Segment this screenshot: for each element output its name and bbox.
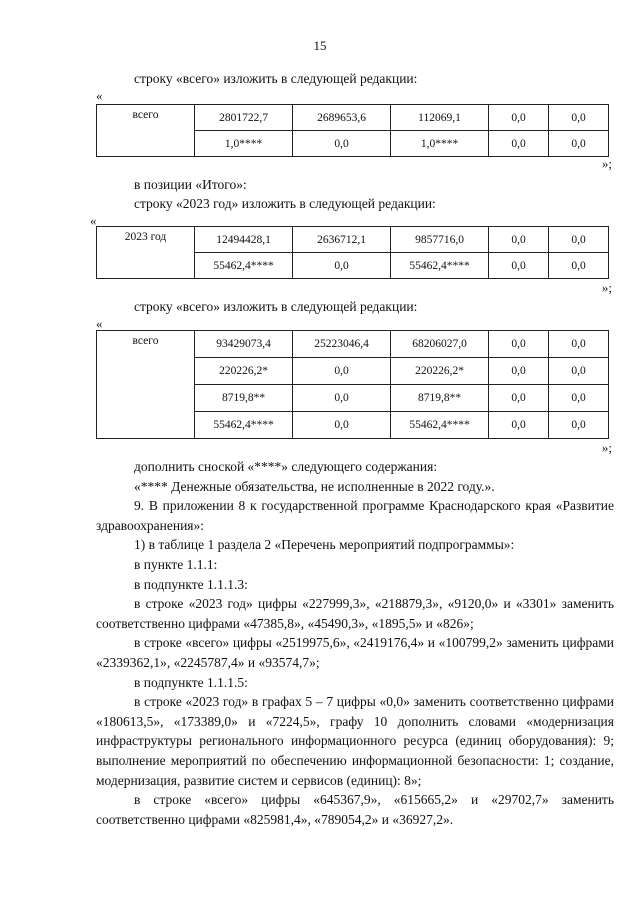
block2-heading: строку «2023 год» изложить в следующей редакции: bbox=[134, 196, 436, 211]
table-cell: 0,0 bbox=[293, 385, 391, 412]
table-cell: 25223046,4 bbox=[293, 331, 391, 358]
table-cell: 0,0 bbox=[293, 131, 391, 157]
table-row bbox=[97, 227, 609, 253]
block1-heading: строку «всего» изложить в следующей редакции: bbox=[134, 71, 418, 86]
table-cell: 2801722,7 bbox=[195, 105, 293, 131]
table-row-label: 2023 год bbox=[97, 227, 195, 279]
table-cell: 0,0 bbox=[293, 412, 391, 439]
block3-close-quote: »; bbox=[601, 440, 612, 455]
table-cell: 0,0 bbox=[489, 105, 549, 131]
table-cell: 55462,4**** bbox=[391, 253, 489, 279]
table-row bbox=[97, 105, 609, 131]
table-cell: 2689653,6 bbox=[293, 105, 391, 131]
table-cell: 1,0**** bbox=[195, 131, 293, 157]
table-cell: 0,0 bbox=[489, 412, 549, 439]
table-cell: 0,0 bbox=[293, 253, 391, 279]
paragraph-row-total: в строке «всего» цифры «2519975,6», «2419176,4» и «100799,2» заменить цифрами «2339362,1», «2245787,4» и «93574,7»; bbox=[96, 635, 614, 670]
table-cell: 0,0 bbox=[549, 227, 609, 253]
table-cell: 0,0 bbox=[489, 385, 549, 412]
table-cell: 2636712,1 bbox=[293, 227, 391, 253]
table-cell: 0,0 bbox=[549, 358, 609, 385]
table-cell: 68206027,0 bbox=[391, 331, 489, 358]
table-cell: 0,0 bbox=[293, 358, 391, 385]
table-cell: 1,0**** bbox=[391, 131, 489, 157]
block1-close-quote: »; bbox=[601, 156, 612, 171]
table-2 bbox=[96, 226, 609, 279]
table-cell: 0,0 bbox=[489, 253, 549, 279]
table-cell: 0,0 bbox=[549, 385, 609, 412]
table-cell: 220226,2* bbox=[195, 358, 293, 385]
paragraph-row-total-2: в строке «всего» цифры «645367,9», «615665,2» и «29702,7» заменить соответственно цифрами «825981,4», «789054,2» и «36927,2». bbox=[96, 792, 614, 827]
block1-open-quote: « bbox=[96, 88, 103, 103]
table-3 bbox=[96, 330, 609, 439]
block2-close-quote: »; bbox=[601, 280, 612, 295]
table-cell: 112069,1 bbox=[391, 105, 489, 131]
table-cell: 55462,4**** bbox=[195, 253, 293, 279]
table-cell: 93429073,4 bbox=[195, 331, 293, 358]
table-cell: 0,0 bbox=[549, 105, 609, 131]
table-cell: 0,0 bbox=[489, 131, 549, 157]
paragraph-row-2023: в строке «2023 год» цифры «227999,3», «218879,3», «9120,0» и «3301» заменить соответственно цифрами «47385,8», «45490,3», «1895,5» и «826»; bbox=[96, 596, 614, 631]
table-cell: 0,0 bbox=[489, 358, 549, 385]
table-cell: 8719,8** bbox=[195, 385, 293, 412]
block2-open-quote: « bbox=[90, 213, 97, 228]
page-number: 15 bbox=[313, 38, 327, 53]
table-cell: 8719,8** bbox=[391, 385, 489, 412]
table-cell: 220226,2* bbox=[391, 358, 489, 385]
table-cell: 0,0 bbox=[549, 253, 609, 279]
table-row-label: всего bbox=[97, 331, 195, 439]
paragraph-footnote-intro: дополнить сноской «****» следующего содержания: bbox=[134, 459, 438, 474]
table-cell: 55462,4**** bbox=[195, 412, 293, 439]
table-row-label: всего bbox=[97, 105, 195, 157]
table-cell: 0,0 bbox=[549, 412, 609, 439]
block3-open-quote: « bbox=[96, 316, 103, 331]
paragraph-item-9: 9. В приложении 8 к государственной программе Краснодарского края «Развитие здравоохранения»: bbox=[96, 498, 614, 533]
table-row bbox=[97, 331, 609, 358]
paragraph-item-9-1: 1) в таблице 1 раздела 2 «Перечень мероприятий подпрограммы»: bbox=[134, 537, 515, 553]
paragraph-subpoint-1-1-1-5: в подпункте 1.1.1.5: bbox=[134, 674, 248, 690]
paragraph-footnote-text: «**** Денежные обязательства, не исполненные в 2022 году.». bbox=[134, 478, 495, 494]
table-cell: 9857716,0 bbox=[391, 227, 489, 253]
table-cell: 55462,4**** bbox=[391, 412, 489, 439]
block3-heading: строку «всего» изложить в следующей редакции: bbox=[134, 299, 418, 314]
table-1 bbox=[96, 104, 609, 157]
paragraph-row-2023-columns: в строке «2023 год» в графах 5 – 7 цифры «0,0» заменить соответственно цифрами «180613,5», «173389,0» и «7224,5», графу 10 дополнить словами «модернизация инфраструктуры регионального информационного ресурса (единиц оборудования): 9; выполнение мероприятий по обеспечению информационной безопасности: 1; создание, модернизация, развитие систем и сервисов (единиц): 8»; bbox=[96, 694, 614, 788]
paragraph-subpoint-1-1-1-3: в подпункте 1.1.1.3: bbox=[134, 576, 248, 592]
table-cell: 0,0 bbox=[489, 227, 549, 253]
table-cell: 0,0 bbox=[489, 331, 549, 358]
block2-intro: в позиции «Итого»: bbox=[134, 177, 247, 192]
table-cell: 12494428,1 bbox=[195, 227, 293, 253]
paragraph-point-1-1-1: в пункте 1.1.1: bbox=[134, 556, 218, 572]
table-cell: 0,0 bbox=[549, 131, 609, 157]
table-cell: 0,0 bbox=[549, 331, 609, 358]
body-text bbox=[96, 457, 614, 829]
